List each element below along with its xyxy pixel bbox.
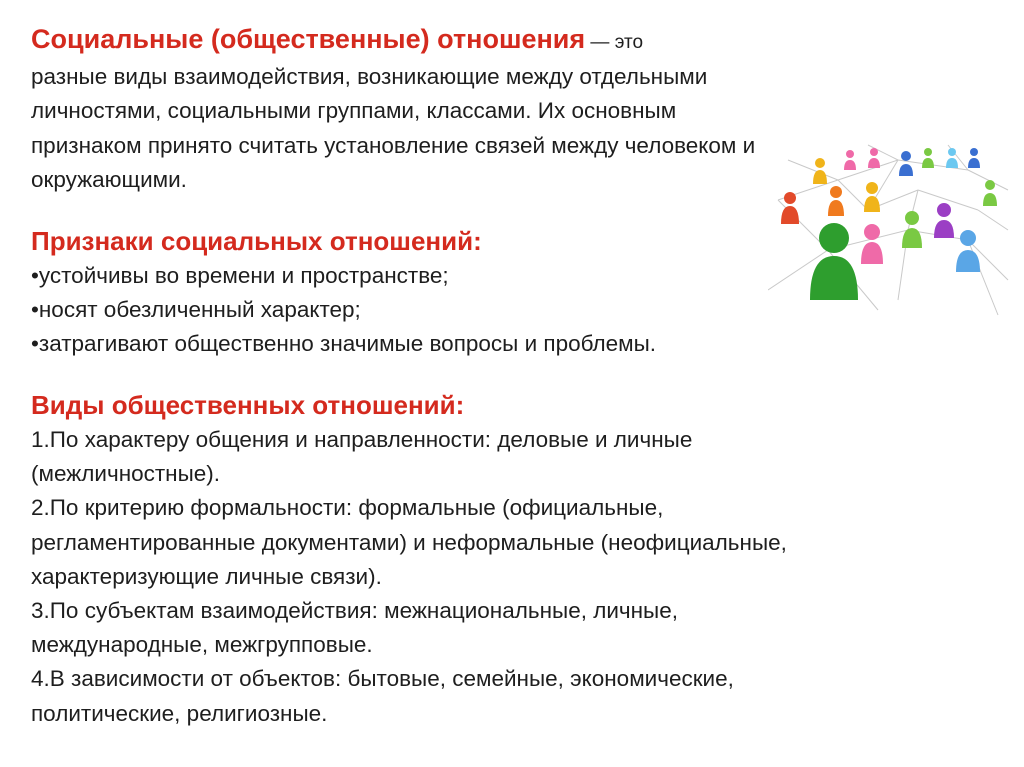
types-line-6: 3.По субъектам взаимодействия: межнациональные, личные,: [31, 598, 678, 624]
feature-item-1: •устойчивы во времени и пространстве;: [31, 263, 449, 289]
people-network-icon: [768, 140, 1016, 320]
definition-line-4: окружающими.: [31, 166, 187, 192]
types-line-8: 4.В зависимости от объектов: бытовые, семейные, экономические,: [31, 666, 734, 692]
features-heading: Признаки социальных отношений:: [31, 226, 482, 257]
definition-line-3: признаком принято считать установление связей между человеком и: [31, 132, 756, 158]
definition-term: Социальные (общественные) отношения: [31, 24, 586, 54]
types-line-2: (межличностные).: [31, 461, 221, 487]
types-heading: Виды общественных отношений:: [31, 390, 465, 421]
types-line-7: международные, межгрупповые.: [31, 632, 373, 658]
types-line-3: 2.По критерию формальности: формальные (официальные,: [31, 495, 664, 521]
feature-item-2: •носят обезличенный характер;: [31, 297, 361, 323]
text-block: [31, 22, 1001, 731]
definition-title-line: [31, 22, 1001, 60]
types-line-9: политические, религиозные.: [31, 700, 328, 726]
people-network-illustration: [768, 140, 1016, 320]
definition-line-2: личностями, социальными группами, классами. Их основным: [31, 98, 677, 124]
feature-item-3: •затрагивают общественно значимые вопросы и проблемы.: [31, 331, 657, 357]
types-line-4: регламентированные документами) и неформальные (неофициальные,: [31, 529, 787, 555]
types-line-5: характеризующие личные связи).: [31, 563, 382, 589]
definition-line-1: разные виды взаимодействия, возникающие между отдельными: [31, 64, 708, 90]
definition-dash: — это: [585, 32, 644, 53]
types-line-1: 1.По характеру общения и направленности: деловые и личные: [31, 427, 693, 453]
